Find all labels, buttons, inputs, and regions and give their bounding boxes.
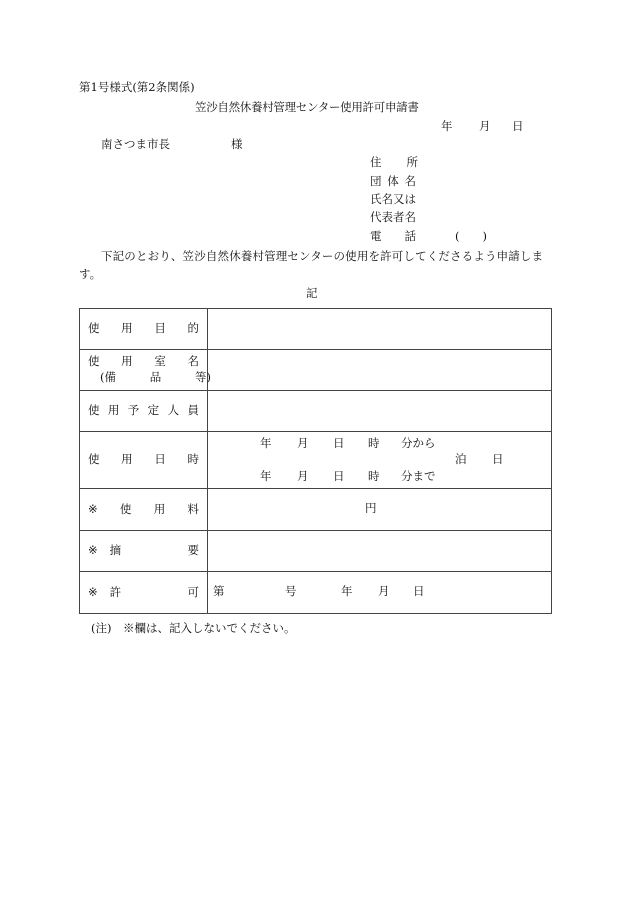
value-attendees[interactable]	[208, 391, 552, 432]
to-year: 年	[260, 469, 272, 483]
addressee-honorific: 様	[231, 137, 243, 151]
permit-number-suffix: 号	[285, 584, 297, 598]
applicant-name-label: 氏名又は	[370, 192, 416, 206]
permit-day: 日	[413, 584, 425, 598]
from-hour: 時	[368, 436, 380, 450]
applicant-phone-label: 電 話	[370, 229, 416, 243]
label-remarks: ※ 摘 要	[80, 531, 208, 572]
to-month: 月	[297, 469, 309, 483]
application-table	[79, 308, 552, 614]
date-year: 年	[441, 119, 453, 133]
permit-month: 月	[378, 584, 390, 598]
from-minute: 分から	[401, 436, 436, 450]
date-day: 日	[512, 119, 524, 133]
from-day: 日	[333, 436, 345, 450]
label-room: 使 用 室 名 (備 品 等)	[80, 350, 208, 391]
value-remarks[interactable]	[208, 531, 552, 572]
date-month: 月	[479, 119, 491, 133]
fee-unit: 円	[365, 501, 377, 515]
label-purpose: 使 用 目 的	[80, 309, 208, 350]
value-datetime[interactable]	[208, 432, 552, 489]
from-month: 月	[297, 436, 309, 450]
applicant-phone-parens: ( )	[455, 229, 487, 243]
row-purpose	[80, 309, 552, 350]
applicant-representative-label: 代表者名	[370, 210, 416, 224]
footnote: (注) ※欄は、記入しないでください。	[91, 621, 296, 635]
to-day: 日	[333, 469, 345, 483]
applicant-address-label: 住 所	[370, 155, 418, 169]
body-text-line2: す。	[79, 267, 102, 281]
nights-label: 泊	[455, 452, 467, 466]
document-title: 笠沙自然休養村管理センター使用許可申請書	[195, 100, 419, 114]
row-permit	[80, 572, 552, 614]
value-fee[interactable]	[208, 489, 552, 531]
value-permit[interactable]	[208, 572, 552, 614]
label-permit: ※ 許 可	[80, 572, 208, 614]
addressee-name: 南さつま市長	[101, 137, 170, 151]
row-fee	[80, 489, 552, 531]
ki-heading: 記	[306, 286, 318, 300]
row-room	[80, 350, 552, 391]
label-attendees: 使 用 予 定 人 員	[80, 391, 208, 432]
form-number: 第1号様式(第2条関係)	[79, 80, 195, 94]
label-fee: ※ 使 用 料	[80, 489, 208, 531]
label-datetime: 使 用 日 時	[80, 432, 208, 489]
row-datetime	[80, 432, 552, 489]
to-minute: 分まで	[401, 469, 436, 483]
days-label: 日	[492, 452, 504, 466]
applicant-group-label: 団 体 名	[370, 174, 416, 188]
permit-year: 年	[341, 584, 353, 598]
to-hour: 時	[368, 469, 380, 483]
body-text-line1: 下記のとおり、笠沙自然休養村管理センターの使用を許可してくださるよう申請しま	[101, 249, 544, 263]
row-remarks	[80, 531, 552, 572]
permit-number-prefix: 第	[213, 584, 225, 598]
value-purpose[interactable]	[208, 309, 552, 350]
row-attendees	[80, 391, 552, 432]
from-year: 年	[260, 436, 272, 450]
value-room[interactable]	[208, 350, 552, 391]
